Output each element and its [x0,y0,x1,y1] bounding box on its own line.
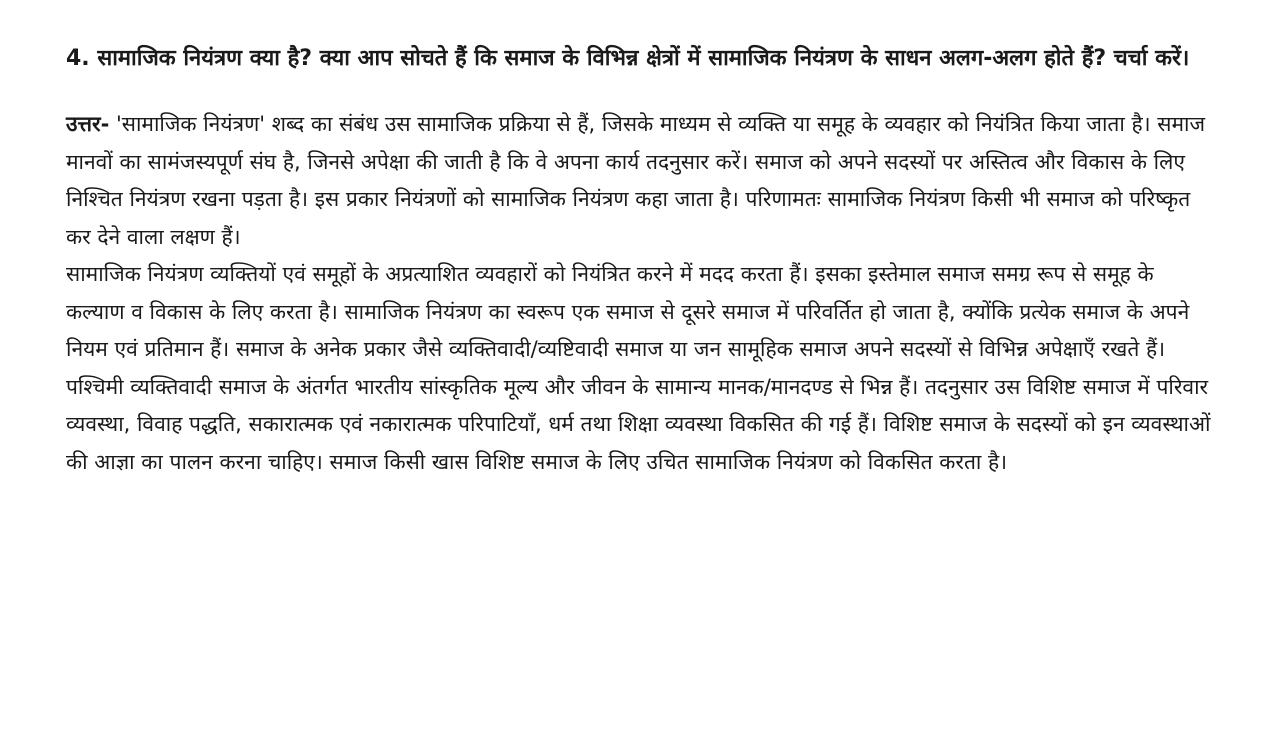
answer-block [66,106,1216,481]
answer-paragraph-1 [66,106,1216,256]
answer-paragraph-3: पश्चिमी व्यक्तिवादी समाज के अंतर्गत भारतीय सांस्कृतिक मूल्य और जीवन के सामान्य मानक/मानदण्ड से भिन्न हैं। तदनुसार उस विशिष्ट समाज में परिवार व्यवस्था, विवाह पद्धति, सकारात्मक एवं नकारात्मक परिपाटियाँ, धर्म तथा शिक्षा व्यवस्था विकसित की गई हैं। विशिष्ट समाज के सदस्यों को इन व्यवस्थाओं की आज्ञा का पालन करना चाहिए। समाज किसी खास विशिष्ट समाज के लिए उचित सामाजिक नियंत्रण को विकसित करता है। [66,374,1211,474]
answer-paragraph-2: सामाजिक नियंत्रण व्यक्तियों एवं समूहों के अप्रत्याशित व्यवहारों को नियंत्रित करने में मदद करता हैं। इसका इस्तेमाल समाज समग्र रूप से समूह के कल्याण व विकास के लिए करता है। सामाजिक नियंत्रण का स्वरूप एक समाज से दूसरे समाज में परिवर्तित हो जाता है, क्योंकि प्रत्येक समाज के अपने नियम एवं प्रतिमान हैं। समाज के अनेक प्रकार जैसे व्यक्तिवादी/व्यष्टिवादी समाज या जन सामूहिक समाज अपने सदस्यों से विभिन्न अपेक्षाएँ रखते हैं। [66,262,1190,361]
question-text: 4. सामाजिक नियंत्रण क्या है? क्या आप सोचते हैं कि समाज के विभिन्न क्षेत्रों में सामाजिक नियंत्रण के साधन अलग-अलग होते हैं? चर्चा करें। [66,46,1190,71]
document-page [66,38,1216,481]
answer-paragraph-1-text: 'सामाजिक नियंत्रण' शब्द का संबंध उस सामाजिक प्रक्रिया से हैं, जिसके माध्यम से व्यक्ति या समूह के व्यवहार को नियंत्रित किया जाता है। समाज मानवों का सामंजस्यपूर्ण संघ है, जिनसे अपेक्षा की जाती है कि वे अपना कार्य तदनुसार करें। समाज को अपने सदस्यों पर अस्तित्व और विकास के लिए निश्चित नियंत्रण रखना पड़ता है। इस प्रकार नियंत्रणों को सामाजिक नियंत्रण कहा जाता है। परिणामतः सामाजिक नियंत्रण किसी भी समाज को परिष्कृत कर देने वाला लक्षण हैं। [66,112,1206,249]
answer-label: उत्तर- [66,112,110,136]
